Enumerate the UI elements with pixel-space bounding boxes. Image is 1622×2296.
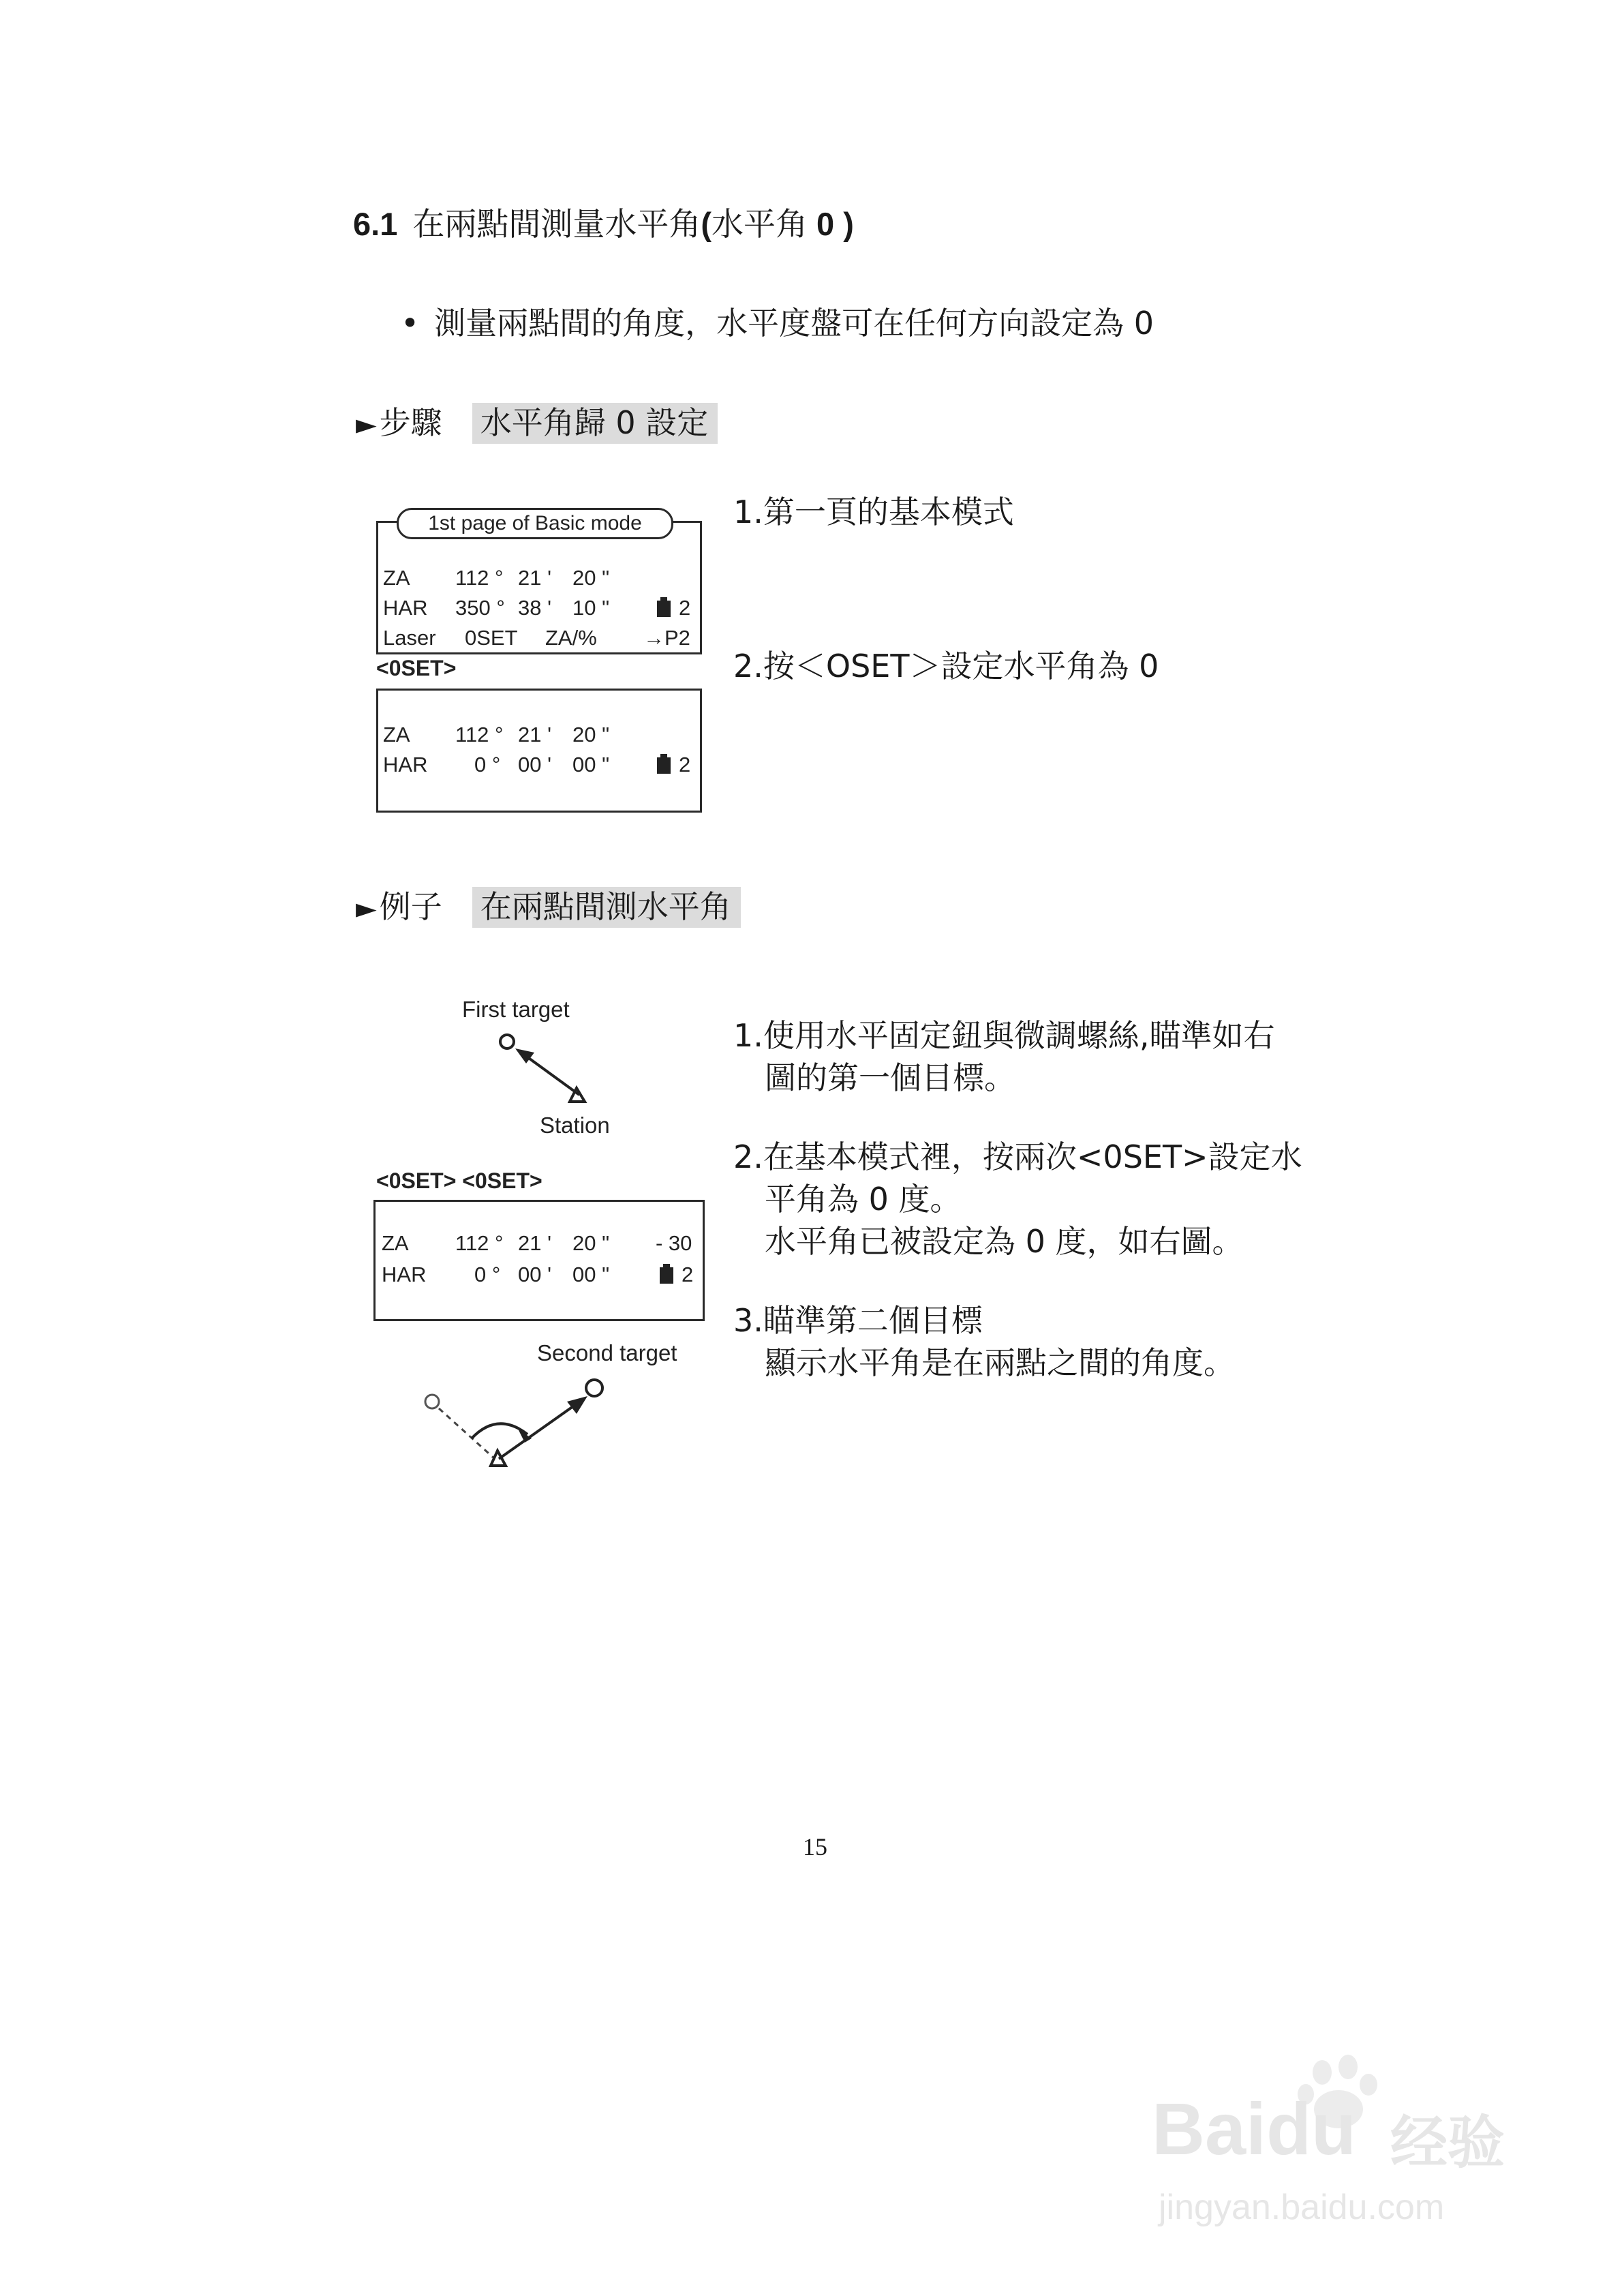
lcd2-row1-min: 21 ' — [518, 723, 552, 746]
arrowhead-icon — [567, 1396, 587, 1414]
watermark-du: du — [1266, 2087, 1357, 2170]
battery-icon — [658, 1264, 675, 1284]
example-instruction-2 — [733, 1136, 1302, 1263]
lcd3-row2-sec: 00 " — [572, 1263, 610, 1286]
heading-text-a: 在兩點間測量水平角 — [412, 206, 701, 243]
first-target-circle — [500, 1035, 514, 1048]
example-3-line1: 3.瞄準第二個目標 — [733, 1302, 983, 1339]
lcd1-row2-extra: 2 — [679, 596, 691, 620]
heading-text-d: 0 ) — [808, 206, 854, 242]
softkey-za-percent: ZA/% — [545, 626, 597, 650]
lcd3-row2-label: HAR — [382, 1263, 427, 1286]
lcd-after-0set — [376, 689, 702, 813]
lcd1-row1-deg: 112 ° — [455, 566, 504, 590]
example-label: 例子 — [379, 888, 442, 925]
watermark-cn: 经验 — [1390, 2111, 1505, 2175]
second-target-label: Second target — [537, 1340, 677, 1365]
lcd2-row2-extra: 2 — [679, 753, 691, 776]
station-triangle-icon — [491, 1451, 506, 1466]
lcd2-row2-deg: 0 ° — [474, 753, 501, 776]
lcd1-row1-label: ZA — [383, 566, 410, 590]
softkey-p2: →P2 — [643, 626, 690, 650]
lcd2-row1-sec: 20 " — [572, 723, 610, 746]
example-marker: ► — [356, 893, 377, 924]
step-header — [356, 398, 718, 443]
lcd3-row1-label: ZA — [382, 1231, 409, 1255]
battery-icon — [656, 597, 672, 618]
lcd-example — [373, 1200, 705, 1321]
example-2-line3: 水平角已被設定為 0 度，如右圖。 — [765, 1223, 1244, 1260]
step-instruction-2: 2.按＜OSET＞設定水平角為 0 — [733, 648, 1159, 684]
bullet-text: 測量兩點間的角度，水平度盤可在任何方向設定為 0 — [434, 305, 1154, 342]
lcd1-row1-min: 21 ' — [518, 566, 552, 590]
lcd3-row1-extra: - 30 — [656, 1231, 692, 1255]
watermark-url: jingyan.baidu.com — [1159, 2188, 1445, 2227]
step-label: 步驟 — [379, 404, 442, 441]
first-target-label: First target — [462, 997, 570, 1022]
lcd2-row2-sec: 00 " — [572, 753, 610, 776]
caption-0set: <0SET> — [376, 656, 457, 680]
lcd3-row2-min: 00 ' — [518, 1263, 552, 1286]
lcd3-row1-deg: 112 ° — [455, 1231, 504, 1255]
example-1-line2: 圖的第一個目標。 — [765, 1059, 1015, 1096]
dashed-reference-line — [439, 1408, 495, 1459]
watermark-bai: Bai — [1152, 2087, 1267, 2170]
bullet-symbol: • — [401, 305, 420, 342]
example-2-line1: 2.在基本模式裡，按兩次<0SET>設定水 — [733, 1138, 1302, 1175]
lcd2-row1-label: ZA — [383, 723, 410, 746]
lcd3-row1-min: 21 ' — [518, 1231, 552, 1255]
first-target-ghost-circle — [425, 1395, 439, 1408]
lcd1-row2-min: 38 ' — [518, 596, 552, 620]
section-heading — [353, 199, 854, 245]
lcd2-row2-min: 00 ' — [518, 753, 552, 776]
lcd3-row1-sec: 20 " — [572, 1231, 610, 1255]
step-instruction-1: 1.第一頁的基本模式 — [733, 494, 1014, 530]
lcd1-row2-deg: 350 ° — [455, 596, 505, 620]
heading-text-b: ( — [701, 206, 711, 242]
second-target-circle — [586, 1380, 602, 1396]
caption-0set-0set: <0SET> <0SET> — [376, 1168, 542, 1193]
lcd2-row1-deg: 112 ° — [455, 723, 504, 746]
example-3-line2: 顯示水平角是在兩點之間的角度。 — [765, 1344, 1235, 1381]
example-1-line1: 1.使用水平固定鈕與微調螺絲,瞄準如右 — [733, 1017, 1275, 1054]
watermark-brand — [1152, 2086, 1356, 2171]
lcd3-row2-deg: 0 ° — [474, 1263, 501, 1286]
lcd3-row2-extra: 2 — [682, 1263, 694, 1286]
second-target-diagram — [409, 1363, 627, 1486]
lcd1-row2-label: HAR — [383, 596, 428, 620]
station-label: Station — [540, 1113, 610, 1138]
softkey-laser: Laser — [383, 626, 436, 650]
step-highlight: 水平角歸 0 設定 — [472, 403, 718, 444]
example-instruction-1 — [733, 1014, 1275, 1099]
lcd1-row2-sec: 10 " — [572, 596, 610, 620]
example-header — [356, 882, 741, 927]
heading-text-c: 水平角 — [711, 206, 808, 243]
second-sighting-line — [499, 1403, 578, 1459]
lcd-title: 1st page of Basic mode — [397, 508, 673, 539]
battery-icon — [656, 754, 672, 774]
softkey-0set: 0SET — [465, 626, 518, 650]
example-highlight: 在兩點間測水平角 — [472, 887, 741, 928]
bullet-line — [401, 299, 1154, 344]
lcd2-row2-label: HAR — [383, 753, 428, 776]
example-2-line2: 平角為 0 度。 — [765, 1181, 962, 1218]
example-instruction-3 — [733, 1299, 1235, 1384]
section-number: 6.1 — [353, 206, 398, 242]
lcd1-row1-sec: 20 " — [572, 566, 610, 590]
page-number: 15 — [803, 1833, 827, 1860]
step-marker: ► — [356, 409, 377, 440]
